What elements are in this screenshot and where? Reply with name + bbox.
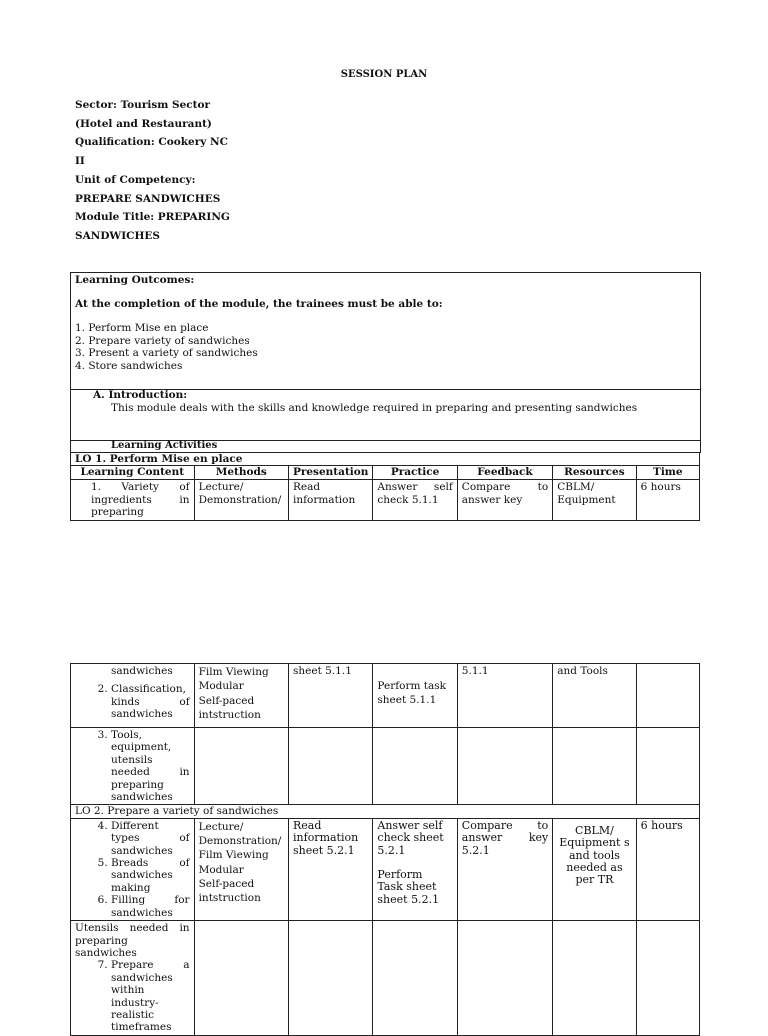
practice-cell	[373, 818, 457, 920]
empty-cell	[636, 728, 699, 805]
list-item: 3. Present a variety of sandwiches	[75, 347, 258, 359]
table-header-row	[71, 466, 700, 480]
content-list	[75, 820, 190, 919]
presentation-cell: sheet 5.1.1	[289, 664, 373, 728]
learning-outcomes-box	[70, 272, 701, 390]
header-line: II	[75, 155, 85, 168]
list-item: 5. Breads of sandwiches making	[111, 857, 190, 894]
list-item: 2. Prepare variety of sandwiches	[75, 334, 250, 347]
list-item: 4. Store sandwiches	[75, 359, 183, 372]
column-header: Time	[636, 466, 699, 480]
feedback-cell: Compare to answer key 5.2.1	[457, 818, 552, 920]
header-line: Qualification: Cookery NC	[75, 136, 228, 149]
table-row	[71, 818, 700, 920]
methods-cell: Lecture/ Demonstration/	[194, 480, 288, 520]
empty-cell	[289, 728, 373, 805]
empty-cell	[553, 921, 636, 1036]
method-line: Modular	[198, 863, 244, 876]
introduction-text: This module deals with the skills and knowledge required in preparing and presenting sandwiches	[111, 402, 638, 414]
method-line: Film Viewing	[198, 666, 269, 678]
methods-cell	[194, 664, 288, 728]
method-line: Demonstration/	[198, 835, 282, 848]
practice-text: Answer self check sheet 5.2.1	[377, 818, 444, 857]
learning-activities-label: Learning Activities	[111, 440, 218, 451]
table-row	[71, 921, 700, 1036]
list-item: 6. Filling for sandwiches	[111, 894, 190, 919]
column-header: Feedback	[457, 466, 552, 480]
content-list	[75, 959, 190, 1033]
empty-cell	[636, 921, 699, 1036]
content-continuation: sandwiches	[111, 665, 173, 677]
empty-cell	[457, 921, 552, 1036]
resources-cell: and Tools	[553, 664, 636, 728]
empty-cell	[289, 921, 373, 1036]
table-row	[71, 664, 700, 728]
method-line: Self-paced	[198, 878, 255, 891]
column-header: Learning Content	[71, 466, 195, 480]
feedback-cell: 5.1.1	[457, 664, 552, 728]
list-item: 3. Tools, equipment, utensils needed in preparing sandwiches	[111, 729, 190, 803]
learning-content-cell	[71, 921, 195, 1036]
learning-outcomes-heading: Learning Outcomes:	[75, 274, 195, 286]
column-header: Methods	[194, 466, 288, 480]
practice-cell: Answer self check 5.1.1	[373, 480, 457, 520]
header-line: SANDWICHES	[75, 229, 160, 242]
empty-cell	[373, 921, 457, 1036]
activities-table-page2	[70, 663, 700, 1036]
lo2-label: LO 2. Prepare a variety of sandwiches	[71, 805, 700, 818]
activities-table-page1	[70, 452, 700, 521]
list-item: 4. Different types of sandwiches	[111, 820, 190, 857]
presentation-cell: Read information	[289, 480, 373, 520]
learning-outcomes-intro: At the completion of the module, the trainees must be able to:	[75, 298, 443, 310]
table-row	[71, 480, 700, 520]
empty-cell	[553, 728, 636, 805]
introduction-label: A. Introduction:	[93, 389, 188, 401]
empty-cell	[373, 728, 457, 805]
empty-cell	[194, 921, 288, 1036]
content-list	[75, 729, 190, 803]
learning-content-cell	[71, 664, 195, 728]
list-item: 7. Prepare a sandwiches within industry-realistic timeframes	[111, 959, 190, 1033]
method-line: intstruction	[198, 892, 261, 905]
method-line: Lecture/	[198, 820, 244, 833]
header-line: PREPARE SANDWICHES	[75, 192, 221, 205]
header-line: (Hotel and Restaurant)	[75, 117, 212, 130]
list-item: 2. Classification, kinds of sandwiches	[111, 683, 190, 720]
practice-text: Perform Task sheet sheet 5.2.1	[377, 868, 440, 906]
methods-cell	[194, 818, 288, 920]
resources-cell	[553, 818, 636, 920]
content-list	[75, 683, 190, 720]
introduction-box	[70, 388, 701, 441]
method-line: Film Viewing	[198, 849, 269, 862]
header-block	[75, 96, 230, 246]
method-line: Modular	[198, 680, 244, 693]
resources-cell: CBLM/ Equipment	[553, 480, 636, 520]
learning-content-cell	[71, 728, 195, 805]
practice-cell	[373, 664, 457, 728]
presentation-cell: Read information sheet 5.2.1	[289, 818, 373, 920]
feedback-cell: Compare to answer key	[457, 480, 552, 520]
learning-content-cell	[71, 818, 195, 920]
column-header: Presentation	[289, 466, 373, 480]
empty-cell	[194, 728, 288, 805]
table-row	[71, 728, 700, 805]
time-cell: 6 hours	[636, 818, 699, 920]
header-line: Unit of Competency:	[75, 173, 196, 186]
time-cell	[636, 664, 699, 728]
learning-outcomes-list	[75, 322, 258, 372]
resources-text: CBLM/ Equipment s and tools needed as per TR	[559, 823, 630, 887]
column-header: Practice	[373, 466, 457, 480]
method-line: intstruction	[198, 708, 261, 721]
content-text: Utensils needed in preparing sandwiches	[75, 922, 190, 959]
header-line: Module Title: PREPARING	[75, 211, 230, 224]
practice-text: Perform task sheet 5.1.1	[377, 680, 446, 706]
lo1-label: LO 1. Perform Mise en place	[71, 453, 700, 466]
list-item: 1. Perform Mise en place	[75, 322, 209, 334]
time-cell: 6 hours	[636, 480, 699, 520]
header-line: Sector: Tourism Sector	[75, 99, 211, 111]
method-line: Self-paced	[198, 694, 255, 707]
learning-content-cell: 1. Variety of ingredients in preparing	[71, 480, 195, 520]
empty-cell	[457, 728, 552, 805]
column-header: Resources	[553, 466, 636, 480]
page-title: SESSION PLAN	[340, 69, 428, 80]
